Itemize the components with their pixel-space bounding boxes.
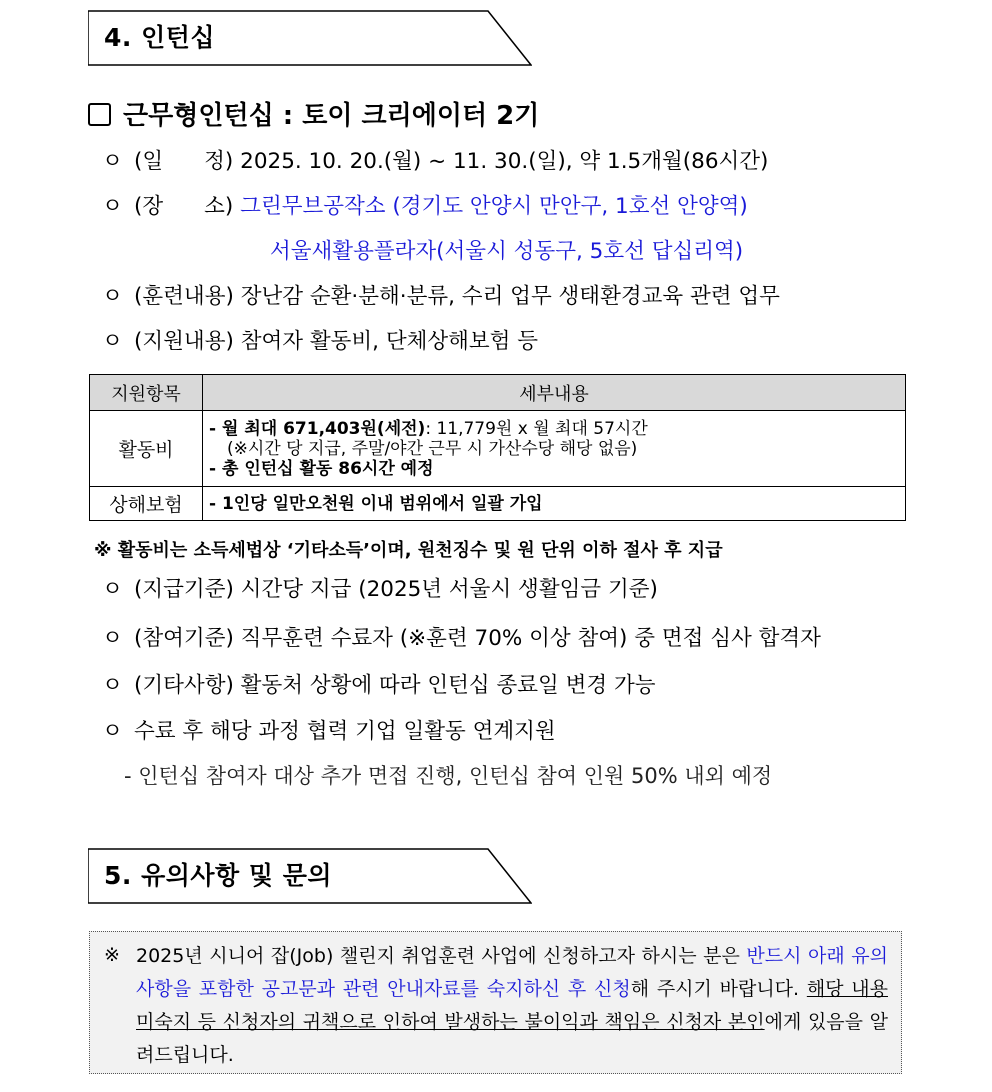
- item-location: [102, 189, 748, 220]
- bullet-icon: ㅇ: [102, 673, 123, 698]
- item-label: (훈련내용): [134, 284, 234, 309]
- notice-box: [89, 931, 902, 1074]
- item-location-line2: 서울새활용플라자(서울시 성동구, 5호선 답십리역): [270, 239, 744, 264]
- sub-item-interview: - 인턴십 참여자 대상 추가 면접 진행, 인턴십 참여 인원 50% 내외 예정: [124, 764, 773, 788]
- notice-text: 2025년 시니어 잡(Job) 챌린지 취업훈련 사업에 신청하고자 하시는 분은 반드시 아래 유의사항을 포함한 공고문과 관련 안내자료를 숙지하신 후 신청해 주시기 바랍니다. 해당 내용 미숙지 등 신청자의 귀책으로 인하여 발생하는 불이익과 책임은 신청자 본인에게 있음을 알려드립니다.: [136, 945, 888, 1066]
- table-row: [90, 487, 906, 521]
- item-training-content: [102, 279, 780, 310]
- table-header: 세부내용: [203, 375, 906, 411]
- item-value: 그린무브공작소 (경기도 안양시 만안구, 1호선 안양역): [240, 194, 748, 219]
- item-label: (일 정): [134, 149, 234, 174]
- bullet-icon: ㅇ: [102, 577, 123, 602]
- table-cell-detail: - 1인당 일만오천원 이내 범위에서 일괄 가입: [203, 487, 906, 521]
- bullet-icon: ㅇ: [102, 284, 123, 309]
- section-5-header: [88, 848, 532, 904]
- section-4-header: [88, 10, 532, 66]
- bullet-icon: ㅇ: [102, 626, 123, 651]
- table-cell-label: 활동비: [90, 411, 203, 487]
- table-header: 지원항목: [90, 375, 203, 411]
- bullet-icon: ㅇ: [102, 194, 123, 219]
- item-value: 장난감 순환·분해·분류, 수리 업무 생태환경교육 관련 업무: [240, 284, 780, 309]
- table-header-row: [90, 375, 906, 411]
- bullet-icon: ㅇ: [102, 719, 123, 744]
- item-participation-criteria: ㅇ (참여기준) 직무훈련 수료자 (※훈련 70% 이상 참여) 중 면접 심사 합격자: [102, 621, 821, 652]
- table-row: [90, 411, 906, 487]
- item-other: ㅇ (기타사항) 활동처 상황에 따라 인턴십 종료일 변경 가능: [102, 668, 656, 699]
- item-support-content: [102, 324, 538, 355]
- item-label: (지원내용): [134, 329, 234, 354]
- table-cell-label: 상해보험: [90, 487, 203, 521]
- section-4-title: 4. 인턴십: [104, 23, 216, 52]
- item-value: 2025. 10. 20.(월) ~ 11. 30.(일), 약 1.5개월(86시간): [240, 149, 769, 174]
- checkbox-icon: [88, 103, 111, 126]
- bullet-icon: ㅇ: [102, 149, 123, 174]
- support-table: [89, 374, 906, 521]
- item-schedule: [102, 144, 768, 175]
- notice-mark: ※: [104, 944, 120, 966]
- item-after-completion: ㅇ 수료 후 해당 과정 협력 기업 일활동 연계지원: [102, 714, 556, 745]
- tax-note: ※ 활동비는 소득세법상 ‘기타소득’이며, 원천징수 및 원 단위 이하 절사 후 지급: [94, 540, 723, 561]
- bullet-icon: ㅇ: [102, 329, 123, 354]
- program-title: 근무형인턴십 : 토이 크리에이터 2기: [88, 95, 539, 132]
- item-value: 참여자 활동비, 단체상해보험 등: [240, 329, 539, 354]
- item-payment-criteria: ㅇ (지급기준) 시간당 지급 (2025년 서울시 생활임금 기준): [102, 572, 658, 603]
- item-label: (장 소): [134, 194, 234, 219]
- section-5-title: 5. 유의사항 및 문의: [104, 861, 333, 890]
- table-cell-detail: - 월 최대 671,403원(세전): 11,779원 x 월 최대 57시간 (※시간 당 지급, 주말/야간 근무 시 가산수당 해당 없음) - 총 인턴십 활동 86시간 예정: [203, 411, 906, 487]
